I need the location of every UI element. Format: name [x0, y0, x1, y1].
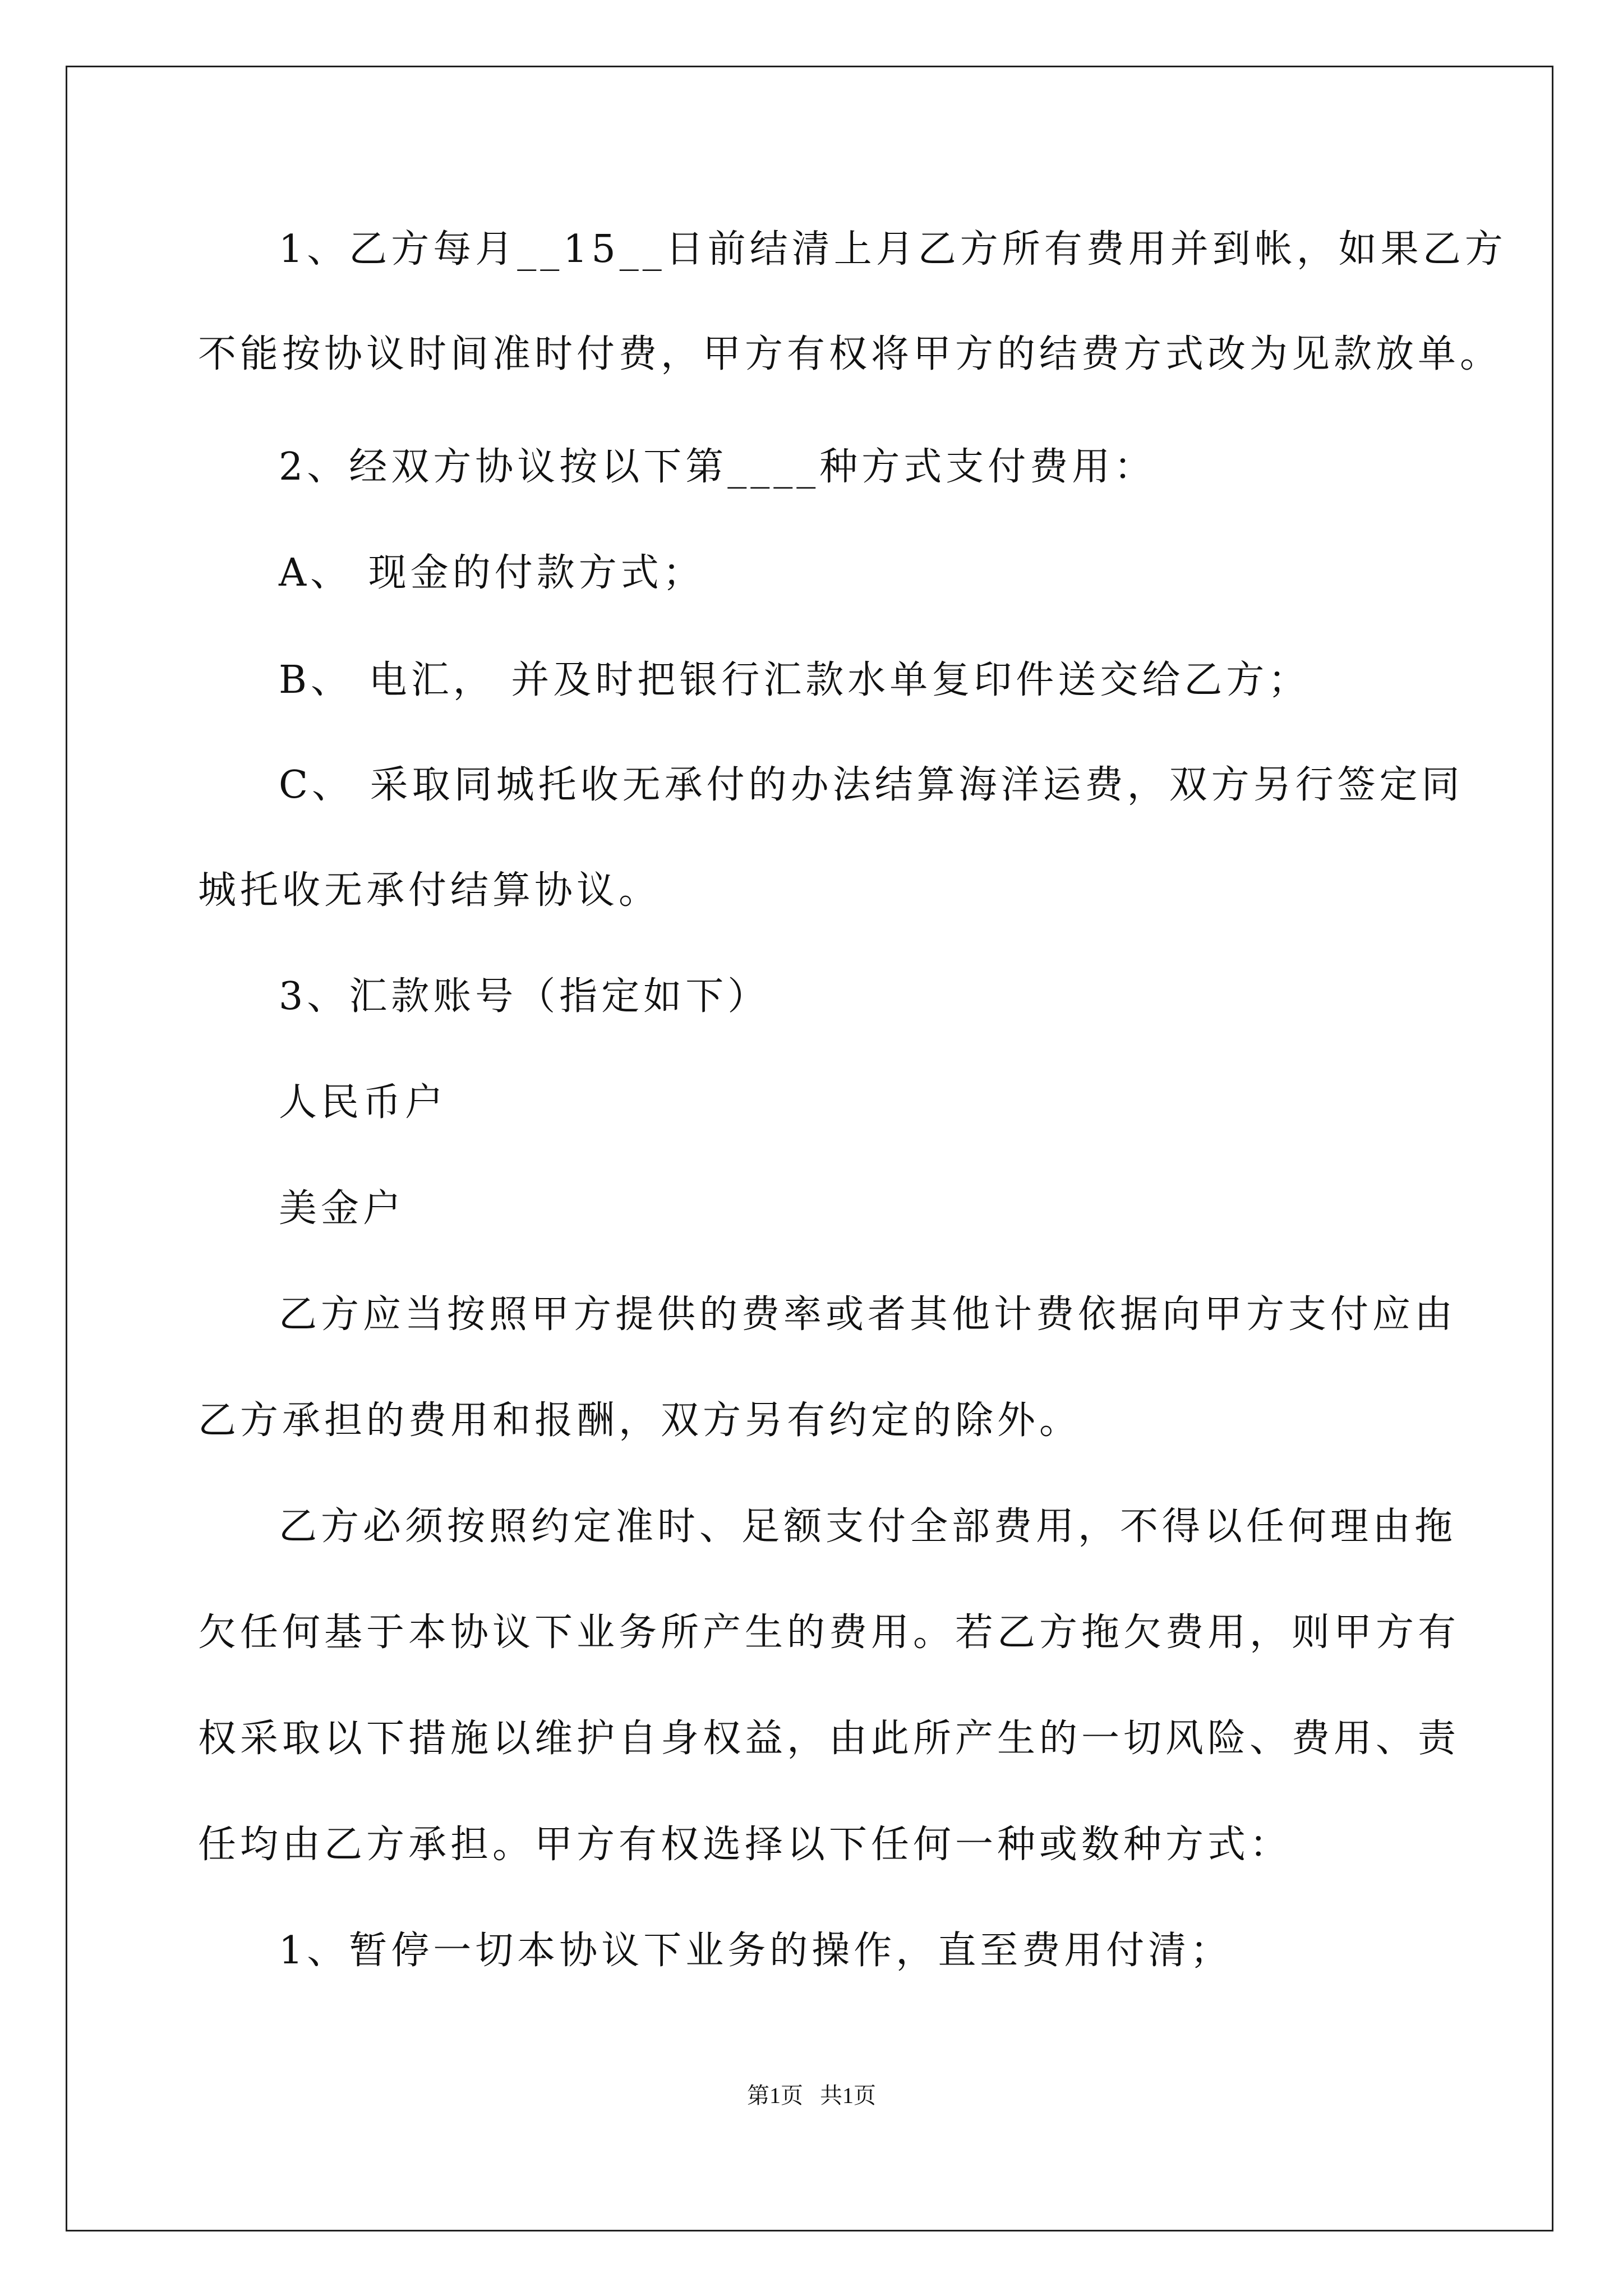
paragraph-line: A、 现金的付款方式；	[279, 551, 705, 595]
paragraph-line: 城托收无承付结算协议。	[198, 868, 661, 913]
paragraph-line: 不能按协议时间准时付费，甲方有权将甲方的结费方式改为见款放单。	[198, 332, 1502, 376]
page-border	[66, 66, 1553, 2231]
paragraph-line: 1、暂停一切本协议下业务的操作，直至费用付清；	[279, 1929, 1233, 1973]
paragraph-line: 2、经双方协议按以下第____种方式支付费用：	[279, 445, 1156, 489]
paragraph-line: C、 采取同城托收无承付的办法结算海洋运费，双方另行签定同	[279, 763, 1464, 807]
paragraph-line: 乙方承担的费用和报酬，双方另有约定的除外。	[198, 1398, 1082, 1443]
paragraph-line: 任均由乙方承担。甲方有权选择以下任何一种或数种方式：	[198, 1823, 1292, 1867]
paragraph-line: 1、乙方每月__15__日前结清上月乙方所有费用并到帐，如果乙方	[279, 227, 1507, 272]
paragraph-line: B、 电汇， 并及时把银行汇款水单复印件送交给乙方；	[279, 658, 1311, 702]
paragraph-line: 3、汇款账号（指定如下）	[279, 974, 770, 1019]
paragraph-line: 乙方应当按照甲方提供的费率或者其他计费依据向甲方支付应由	[279, 1292, 1457, 1337]
paragraph-line: 美金户	[279, 1186, 405, 1231]
paragraph-line: 乙方必须按照约定准时、足额支付全部费用，不得以任何理由拖	[279, 1504, 1457, 1549]
paragraph-line: 人民币户	[279, 1080, 448, 1125]
paragraph-line: 欠任何基于本协议下业务所产生的费用。若乙方拖欠费用，则甲方有	[198, 1611, 1460, 1655]
page-number-footer: 第1页 共1页	[747, 2083, 876, 2108]
paragraph-line: 权采取以下措施以维护自身权益，由此所产生的一切风险、费用、责	[198, 1717, 1460, 1761]
